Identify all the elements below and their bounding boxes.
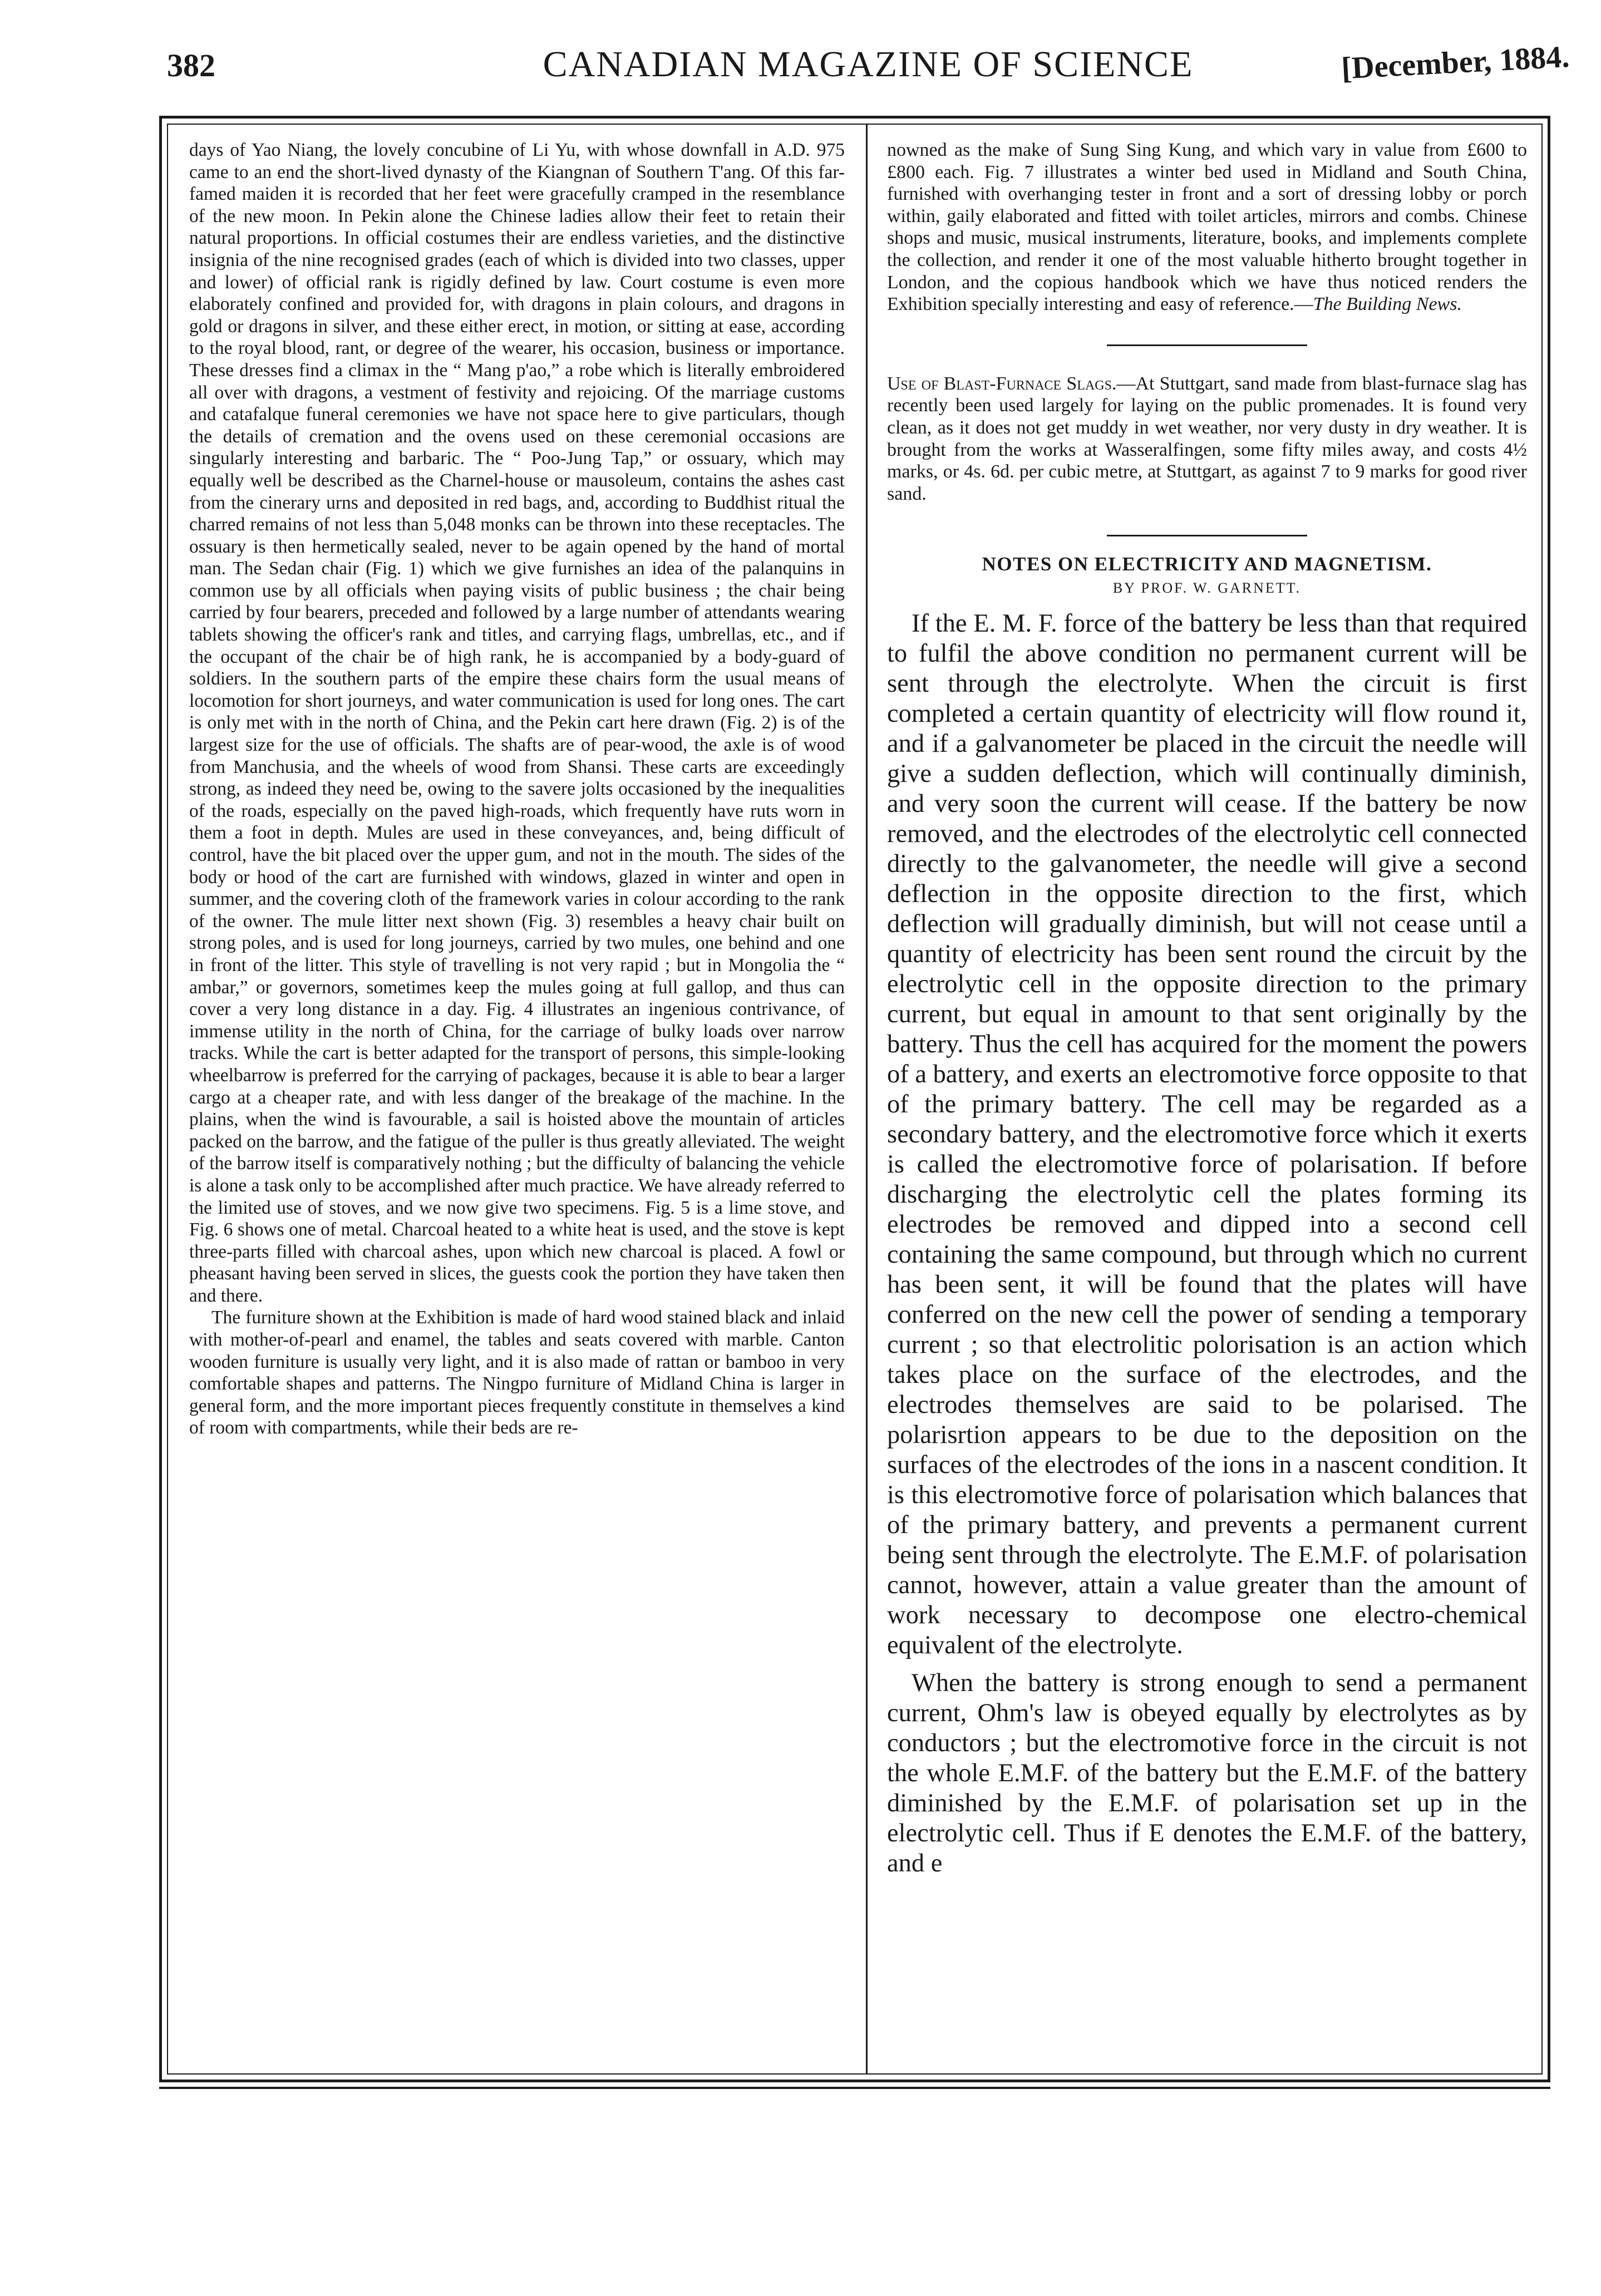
continuation-paragraph <box>887 139 1527 316</box>
continuation-text: nowned as the make of Sung Sing Kung, and which vary in value from £600 to £800 each. Fig. 7 illustrates a winter bed used in Midland and South China, furnished with overhanging tester in front and a sort of dressing lobby or porch within, gaily elaborated and fitted with toilet articles, mirrors and combs. Chinese shops and music, musical instruments, literature, books, and implements complete the collection, and render it one of the most valuable hitherto brought together in London, and the copious handbook which we have thus noticed renders the Exhibition specially interesting and easy of reference.— <box>887 140 1527 315</box>
journal-title: CANADIAN MAGAZINE OF SCIENCE <box>543 44 1194 85</box>
article-title: NOTES ON ELECTRICITY AND MAGNETISM. <box>982 553 1432 575</box>
left-paragraph-chinese-customs: days of Yao Niang, the lovely concubine of Li Yu, with whose downfall in A.D. 975 came to an end the short-lived dynasty of the Kiangnan of Southern T'ang. Of this far-famed maiden it is recorded that her feet were gracefully cramped in the resemblance of the new moon. In Pekin alone the Chinese ladies allow their feet to retain their natural proportions. In official costumes their are endless varieties, and the distinctive insignia of the nine recognised grades (each of which is divided into two classes, upper and lower) of official rank is rigidly defined by law. Court costume is even more elaborately confined and provided for, with dragons in plain colours, and dragons in gold or dragons in silver, and these either erect, in motion, or sitting at ease, according to the royal blood, rant, or degree of the wearer, his occasion, business or importance. These dresses find a climax in the “ Mang p'ao,” a robe which is literally embroidered all over with dragons, a vestment of festivity and rejoicing. Of the marriage customs and catafalque funeral ceremonies we have not space here to give particulars, though the details of cremation and the ovens used on these ceremonial occasions are singularly interesting and barbaric. The “ Poo-Jung Tap,” or ossuary, which may equally well be described as the Charnel-house or mausoleum, contains the ashes cast from the cinerary urns and deposited in red bags, and, according to Buddhist ritual the charred remains of not less than 5,048 monks can be thrown into these receptacles. The ossuary is then hermetically sealed, never to be again opened by the hand of mortal man. The Sedan chair (Fig. 1) which we give furnishes an idea of the palanquins in common use by all officials when paying visits of public business ; the chair being carried by four bearers, preceded and followed by a large number of attendants wearing tablets showing the officer's rank and titles, and carrying flags, umbrellas, etc., and if the occupant of the chair be of high rank, he is accompanied by a body-guard of soldiers. In the southern parts of the empire these chairs form the usual means of locomotion for short journeys, and water communication is used for long ones. The cart is only met with in the north of China, and the Pekin cart here drawn (Fig. 2) is of the largest size for the use of officials. The shafts are of pear-wood, the axle is of wood from Manchusia, and the wheels of wood from Shansi. These carts are exceedingly strong, as indeed they need be, owing to the savere jolts occasioned by the inequalities of the roads, especially on the paved high-roads, which frequently have ruts worn in them a foot in depth. Mules are used in these conveyances, and, being difficult of control, have the bit placed over the upper gum, and not in the mouth. The sides of the body or hood of the cart are furnished with windows, glazed in winter and open in summer, and the covering cloth of the framework varies in colour according to the rank of the owner. The mule litter next shown (Fig. 3) resembles a heavy chair built on strong poles, and is used for long journeys, carried by two mules, one behind and one in front of the litter. This style of travelling is not very rapid ; but in Mongolia the “ ambar,” or governors, sometimes keep the mules going at full gallop, and thus can cover a very long distance in a day. Fig. 4 illustrates an ingenious contrivance, of immense utility in the north of China, for the carriage of bulky loads over narrow tracks. While the cart is better adapted for the transport of persons, this simple-looking wheelbarrow is preferred for the carrying of packages, because it is able to bear a larger cargo at a cheaper rate, and with less danger of the breakage of the machine. In the plains, when the wind is favourable, a sail is hoisted above the mountain of articles packed on the barrow, and the fatigue of the puller is thus greatly alleviated. The weight of the barrow itself is comparatively nothing ; but the difficulty of balancing the vehicle is alone a task only to be accomplished after much practice. We have already referred to the limited use of stoves, and we now give two specimens. Fig. 5 is a lime stove, and Fig. 6 shows one of metal. Charcoal heated to a white heat is used, and the stove is kept three-parts filled with charcoal ashes, upon which new charcoal is placed. A fowl or pheasant having been served in slices, the guests cook the portion they have taken then and there. <box>189 140 845 1306</box>
blast-furnace-notice <box>887 373 1527 505</box>
issue-date: [December, 1884. <box>1340 40 1570 86</box>
notice-body: —At Stuttgart, sand made from blast-furnace slag has recently been used largely for laying on the public promenades. It is found very clean, as it does not get muddy in wet weather, nor very dusty in dry weather. It is brought from the works at Wasseralfingen, some fifty miles away, and costs 4½ marks, or 4s. 6d. per cubic metre, at Stuttgart, as against 7 to 9 marks for good river sand. <box>887 373 1528 504</box>
page-number: 382 <box>167 47 215 83</box>
left-column <box>189 139 845 1439</box>
right-column <box>887 139 1527 1879</box>
article-paragraph-ohms-law: When the battery is strong enough to send a permanent current, Ohm's law is obeyed equally by electrolytes as by conductors ; but the electromotive force in the circuit is not the whole E.M.F. of the battery but the E.M.F. of the battery diminished by the E.M.F. of polarisation set up in the electrolytic cell. Thus if E denotes the E.M.F. of the battery, and e <box>887 1669 1527 1878</box>
page-frame-bottom-rule <box>159 2087 1550 2089</box>
section-divider-2 <box>1107 535 1307 536</box>
notice-title: Use of Blast-Furnace Slags. <box>887 373 1117 394</box>
article-byline: BY PROF. W. GARNETT. <box>1112 580 1302 597</box>
left-paragraph-furniture: The furniture shown at the Exhibition is made of hard wood stained black and inlaid with mother-of-pearl and enamel, the tables and seats covered with marble. Canton wooden furniture is usually very light, and it is also made of rattan or bamboo in very comfortable shapes and patterns. The Ningpo furniture of Midland China is larger in general form, and the more important pieces frequently constitute in themselves a kind of room with compartments, while their beds are re- <box>189 1307 845 1438</box>
continuation-source: The Building News. <box>1313 294 1462 315</box>
article-paragraph-polarisation: If the E. M. F. force of the battery be less than that required to fulfil the above condition no permanent current will be sent through the electrolyte. When the circuit is first completed a certain quantity of electricity will flow round it, and if a galvanometer be placed in the circuit the needle will give a sudden deflection, which will continually diminish, and very soon the current will cease. If the battery be now removed, and the electrodes of the electrolytic cell connected directly to the galvanometer, the needle will give a second deflection in the opposite direction to the first, which deflection will gradually diminish, but will not cease until a quantity of electricity has been sent round the circuit by the electrolytic cell in the opposite direction to the primary current, but equal in amount to that sent originally by the battery. Thus the cell has acquired for the moment the powers of a battery, and exerts an electromotive force opposite to that of the primary battery. The cell may be regarded as a secondary battery, and the electromotive force which it exerts is called the electromotive force of polarisation. If before discharging the electrolytic cell the plates forming its electrodes be removed and dipped into a second cell containing the same compound, but through which no current has been sent, it will be found that the plates will have conferred on the new cell the power of sending a temporary current ; so that electrolitic polorisation is an action which takes place on the surface of the electrodes, and the electrodes themselves are said to be polarised. The polarisrtion appears to be due to the deposition on the surfaces of the electrodes of the ions in a nascent condition. It is this electromotive force of polarisation which balances that of the primary battery, and prevents a permanent current being sent through the electrolyte. The E.M.F. of polarisation cannot, however, attain a value greater than the amount of work necessary to decompose one electro-chemical equivalent of the electrolyte. <box>887 609 1527 1660</box>
section-divider <box>1107 344 1307 346</box>
page-header <box>167 36 1569 97</box>
column-divider <box>866 124 868 2075</box>
